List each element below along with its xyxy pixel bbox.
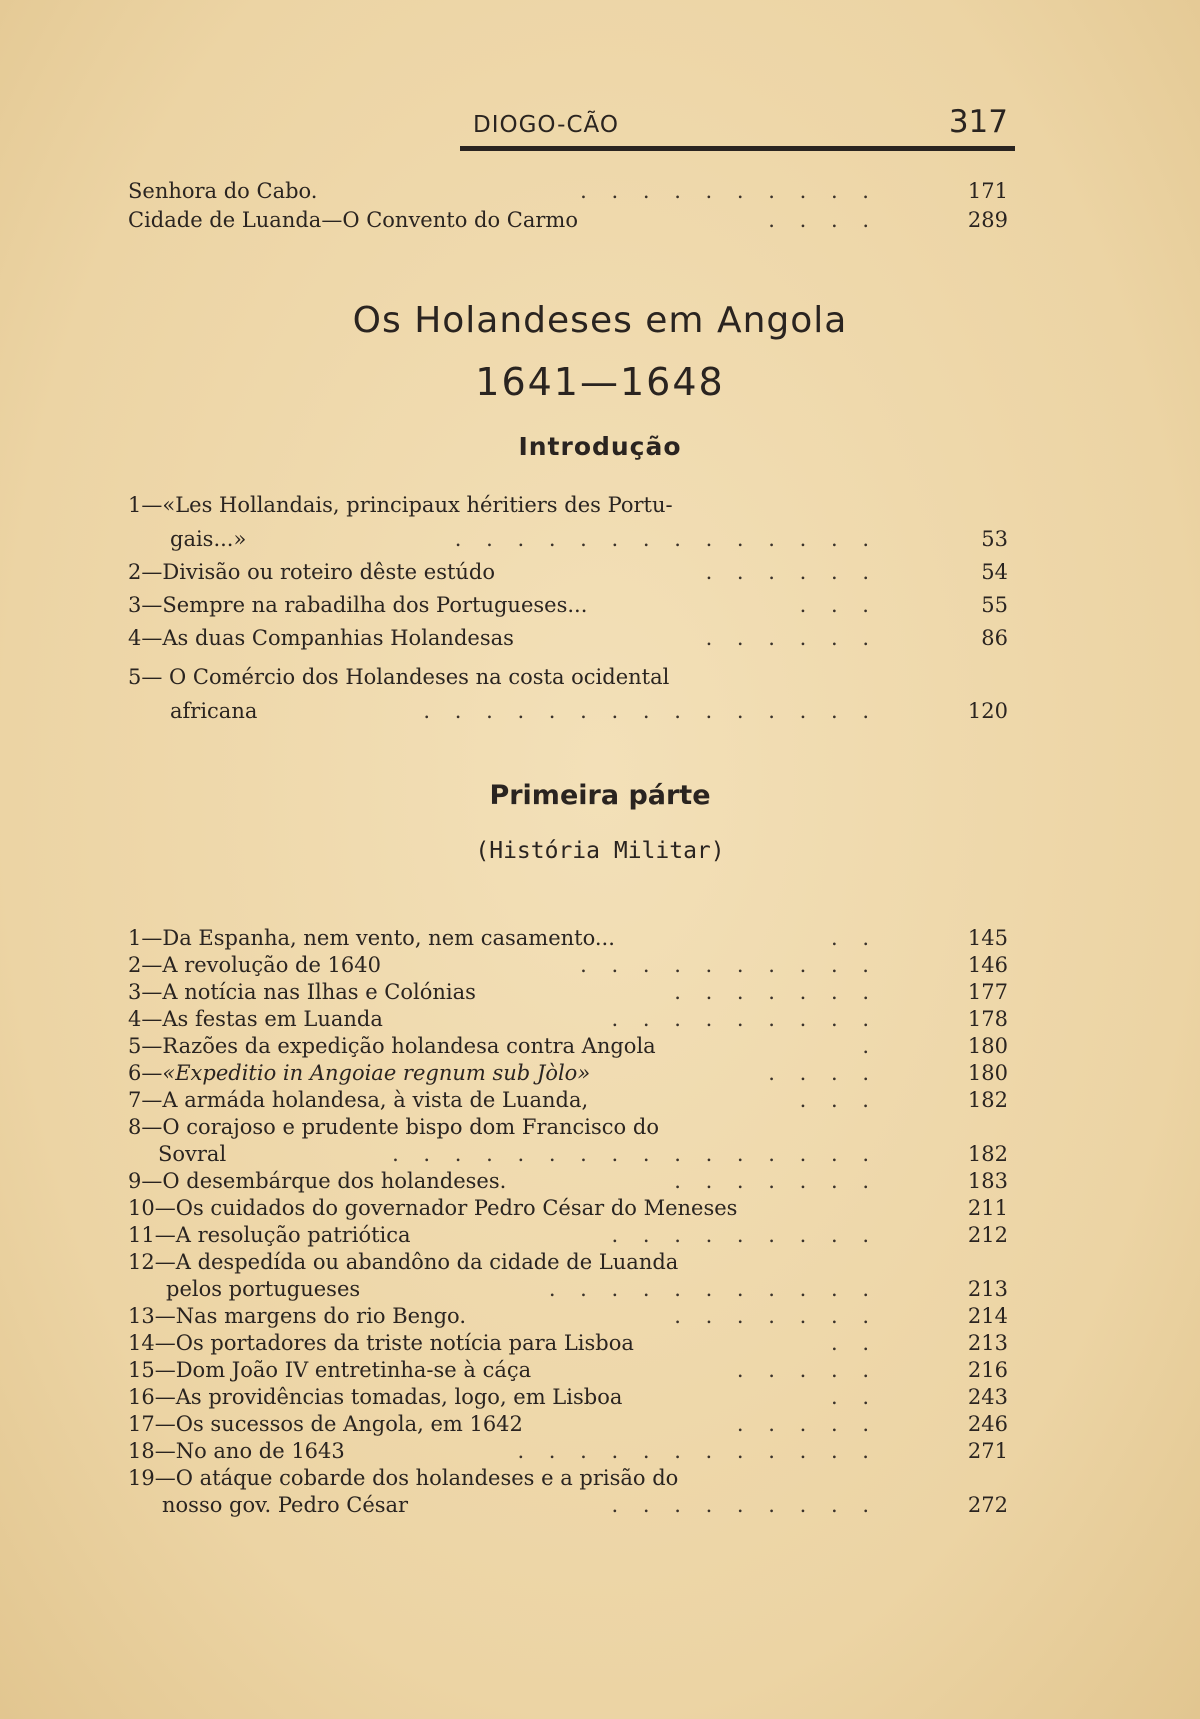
- entry-text: Sovral: [158, 1142, 227, 1166]
- entry-page: 177: [967, 980, 1008, 1004]
- toc-entry: [128, 1383, 1008, 1411]
- page-header: [128, 104, 1008, 142]
- entry-text: 10—Os cuidados do governador Pedro César do Meneses: [128, 1196, 738, 1220]
- entry-text: africana: [170, 699, 258, 723]
- entry-page: 146: [967, 953, 1008, 977]
- entry-text: 16—As providências tomadas, logo, em Lisboa: [128, 1385, 623, 1409]
- entry-page: 120: [967, 699, 1008, 723]
- toc-entry: [128, 1356, 1008, 1384]
- toc-entry: [128, 951, 1008, 979]
- entry-text: 15—Dom João IV entretinha-se à cáça: [128, 1358, 532, 1382]
- entry-page: 214: [967, 1304, 1008, 1328]
- leader-dots: . . . . . . . . .: [611, 1493, 878, 1517]
- leader-dots: . . . . . . .: [674, 1169, 878, 1193]
- entry-page: 272: [967, 1493, 1008, 1517]
- running-head: DIOGO-CÃO: [473, 112, 619, 138]
- entry-page: 178: [967, 1007, 1008, 1031]
- leader-dots: . . .: [799, 593, 878, 617]
- entry-page: 180: [967, 1061, 1008, 1085]
- entry-page: 213: [967, 1277, 1008, 1301]
- section-years: 1641—1648: [475, 360, 725, 404]
- entry-text: 1—Da Espanha, nem vento, nem casamento...: [128, 926, 615, 950]
- entry-text: gais...»: [170, 527, 247, 551]
- toc-entry: [128, 591, 1008, 619]
- entry-page: 55: [981, 593, 1008, 617]
- toc-entry: [128, 1086, 1008, 1114]
- entry-text: 2—A revolução de 1640: [128, 953, 382, 977]
- leader-dots: . .: [830, 1385, 878, 1409]
- toc-entry: [128, 1167, 1008, 1195]
- entry-text: 11—A resolução patriótica: [128, 1223, 411, 1247]
- leader-dots: . . . . . . . . . . . .: [517, 1439, 878, 1463]
- leader-dots: . . . . . . .: [674, 980, 878, 1004]
- entry-page: 211: [967, 1196, 1008, 1220]
- entry-text: 3—A notícia nas Ilhas e Colónias: [128, 980, 476, 1004]
- entry-text: nosso gov. Pedro César: [162, 1493, 409, 1517]
- page-number: 317: [948, 104, 1008, 140]
- toc-entry: [128, 1329, 1008, 1357]
- leader-dots: . . . . . . . . . .: [580, 953, 878, 977]
- entry-text-line1: 5— O Comércio dos Holandeses na costa ocidental: [128, 665, 670, 689]
- entry-text: 3—Sempre na rabadilha dos Portugueses...: [128, 593, 588, 617]
- toc-entry: [128, 1410, 1008, 1438]
- header-rule: [460, 146, 1015, 151]
- entry-text: Cidade de Luanda—O Convento do Carmo: [128, 208, 578, 232]
- toc-entry: [128, 1032, 1008, 1060]
- leader-dots: . . . . . . . . . . . . . .: [454, 527, 878, 551]
- entry-page: 246: [967, 1412, 1008, 1436]
- toc-entry: [128, 1005, 1008, 1033]
- leader-dots: . . . . . . . . . . . . . . .: [423, 699, 878, 723]
- leader-dots: .: [862, 1034, 878, 1058]
- leader-dots: . . .: [799, 1088, 878, 1112]
- leader-dots: . . . . . . .: [674, 1304, 878, 1328]
- toc-entry: [128, 525, 1008, 553]
- leader-dots: . . . . . .: [705, 560, 878, 584]
- entry-text: 18—No ano de 1643: [128, 1439, 345, 1463]
- entry-text: 4—As festas em Luanda: [128, 1007, 383, 1031]
- toc-entry: [128, 1275, 1008, 1303]
- entry-page: 212: [967, 1223, 1008, 1247]
- entry-page: 271: [967, 1439, 1008, 1463]
- toc-entry: [128, 624, 1008, 652]
- leader-dots: . . . . .: [736, 1412, 878, 1436]
- leader-dots: . .: [830, 1331, 878, 1355]
- entry-text-line1: 1—«Les Hollandais, principaux héritiers des Portu-: [128, 493, 673, 517]
- leader-dots: . . . . . .: [705, 626, 878, 650]
- toc-entry: [128, 1059, 1008, 1087]
- entry-page: 213: [967, 1331, 1008, 1355]
- entry-text: 7—A armáda holandesa, à vista de Luanda,: [128, 1088, 589, 1112]
- leader-dots: . . . . . . . . .: [611, 1223, 878, 1247]
- entry-italic-title: «Expeditio in Angoiae regnum sub Jòlo»: [162, 1061, 591, 1085]
- toc-entry: [128, 558, 1008, 586]
- leader-dots: . . . . . . . . . .: [580, 179, 878, 203]
- toc-entry: [128, 1437, 1008, 1465]
- entry-page: 243: [967, 1385, 1008, 1409]
- leader-dots: . . . . . . . . .: [611, 1007, 878, 1031]
- section-title: Os Holandeses em Angola: [352, 300, 848, 341]
- toc-entry: [128, 206, 1008, 234]
- entry-page: 171: [967, 179, 1008, 203]
- entry-text: pelos portugueses: [166, 1277, 361, 1301]
- entry-text: 2—Divisão ou roteiro dêste estúdo: [128, 560, 496, 584]
- toc-entry: [128, 978, 1008, 1006]
- entry-text-line1: 12—A despedída ou abandôno da cidade de Luanda: [128, 1250, 679, 1274]
- entry-number: 6—: [128, 1061, 163, 1085]
- toc-entry: [128, 177, 1008, 205]
- toc-entry: [128, 1302, 1008, 1330]
- entry-text-line1: 8—O corajoso e prudente bispo dom Francisco do: [128, 1115, 659, 1139]
- entry-page: 183: [967, 1169, 1008, 1193]
- leader-dots: . . . .: [768, 1061, 878, 1085]
- entry-page: 289: [967, 208, 1008, 232]
- entry-page: 180: [967, 1034, 1008, 1058]
- leader-dots: . . . . .: [736, 1358, 878, 1382]
- entry-text: Senhora do Cabo.: [128, 179, 318, 203]
- entry-page: 86: [981, 626, 1008, 650]
- entry-text-line1: 19—O atáque cobarde dos holandeses e a prisão do: [128, 1466, 679, 1490]
- toc-entry: [128, 1221, 1008, 1249]
- entry-text: 17—Os sucessos de Angola, em 1642: [128, 1412, 523, 1436]
- leader-dots: . .: [830, 926, 878, 950]
- leader-dots: . . . .: [768, 208, 878, 232]
- toc-entry: [128, 924, 1008, 952]
- leader-dots: . . . . . . . . . . .: [548, 1277, 878, 1301]
- toc-entry: [128, 1491, 1008, 1519]
- entry-page: 216: [967, 1358, 1008, 1382]
- entry-page: 182: [967, 1142, 1008, 1166]
- entry-page: 182: [967, 1088, 1008, 1112]
- entry-text: 5—Razões da expedição holandesa contra Angola: [128, 1034, 656, 1058]
- toc-entry: [128, 1140, 1008, 1168]
- part-heading: Primeira párte: [489, 780, 711, 811]
- intro-heading: Introdução: [518, 432, 682, 461]
- entry-text: 13—Nas margens do rio Bengo.: [128, 1304, 466, 1328]
- leader-dots: . . . . . . . . . . . . . . . .: [392, 1142, 878, 1166]
- entry-page: 54: [981, 560, 1008, 584]
- toc-entry: [128, 1194, 1008, 1222]
- entry-text: 9—O desembárque dos holandeses.: [128, 1169, 507, 1193]
- part-subheading: (História Militar): [475, 838, 725, 864]
- entry-text: [128, 1059, 590, 1087]
- entry-page: 53: [981, 527, 1008, 551]
- entry-text: 4—As duas Companhias Holandesas: [128, 626, 514, 650]
- toc-entry: [128, 697, 1008, 725]
- entry-page: 145: [967, 926, 1008, 950]
- entry-text: 14—Os portadores da triste notícia para Lisboa: [128, 1331, 634, 1355]
